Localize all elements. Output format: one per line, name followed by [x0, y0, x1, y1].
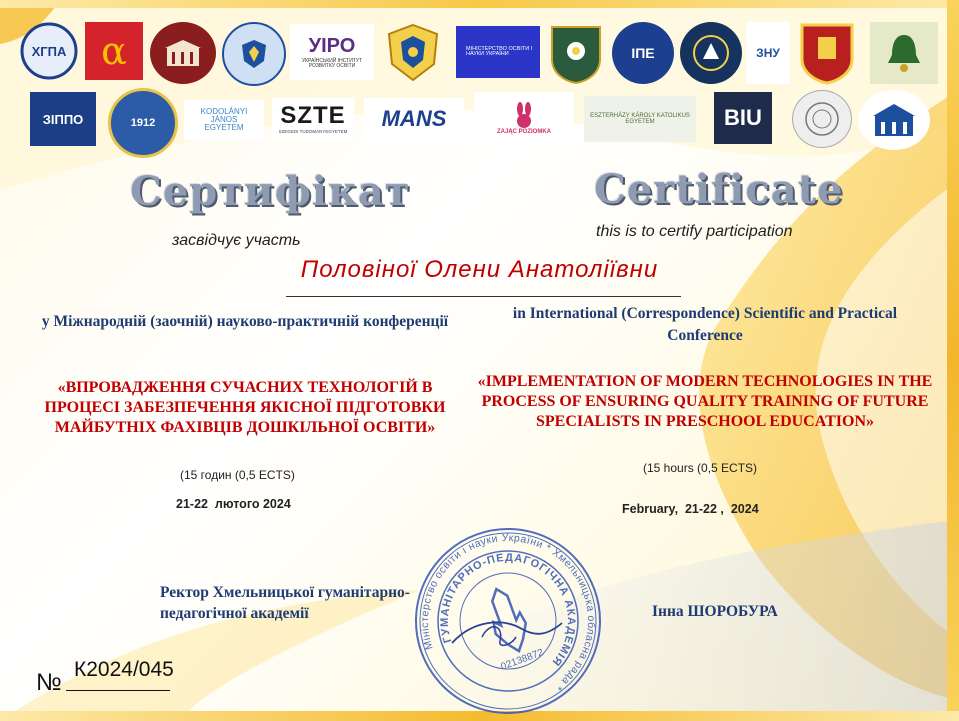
date-en: February, 21-22 , 2024	[622, 502, 759, 516]
frame-top	[0, 0, 959, 8]
logo-kodolanyi-label: KODOLÁNYI JÁNOS EGYETEM	[200, 107, 248, 132]
number-underline	[66, 690, 170, 691]
stamp-outer-text: Міністерство освіти і науки України * Хмельницька обласна рада *	[418, 531, 598, 694]
rector-title: Ректор Хмельницької гуманітарно-педагогічної академії	[160, 584, 410, 622]
official-stamp	[412, 525, 604, 717]
certificate-number: К2024/045	[74, 658, 174, 681]
logo-zajac	[474, 92, 574, 144]
conference-en: in International (Correspondence) Scientific and Practical Conference	[512, 305, 898, 344]
logo-green-bell	[870, 22, 938, 84]
logo-eszterhazy-label: ESZTERHÁZY KÁROLY KATOLIKUS EGYETEM	[590, 113, 690, 125]
logo-uipro-caption: УКРАЇНСЬКИЙ ІНСТИТУТ РОЗВИТКУ ОСВІТИ	[301, 57, 363, 69]
subtitle-ua: засвідчує участь	[172, 232, 301, 249]
logo-1912	[108, 88, 178, 158]
topic-ua: «ВПРОВАДЖЕННЯ СУЧАСНИХ ТЕХНОЛОГІЙ В ПРОЦЕСІ ЗАБЕЗПЕЧЕННЯ ЯКІСНОЇ ПІДГОТОВКИ МАЙБУТНІХ ФАХІВЦІВ ДОШКІЛЬНОЇ ОСВІТИ»	[44, 379, 446, 436]
logo-znu-label: ЗНУ	[756, 46, 780, 60]
logo-national-university	[680, 22, 742, 84]
logo-biu	[714, 92, 772, 144]
stamp-inner-text: ГУМАНІТАРНО-ПЕДАГОГІЧНА АКАДЕМІЯ	[438, 551, 578, 669]
date-ua: 21-22 лютого 2024	[176, 497, 291, 511]
logo-blue-crest	[222, 22, 286, 86]
logo-iie	[612, 22, 674, 84]
logo-zippo-label: ЗІППО	[42, 111, 84, 127]
logo-khgpa	[20, 22, 78, 80]
logo-1912-label: 1912	[130, 116, 156, 129]
stamp-code: 02138872	[499, 647, 545, 673]
logo-iie-label: ІПЕ	[631, 45, 655, 61]
signer-name: Інна ШОРОБУРА	[652, 603, 778, 620]
name-underline	[286, 296, 681, 297]
logo-zajac-label: ZAJĄC POZIOMKA	[497, 129, 551, 135]
number-sign: №	[36, 669, 62, 696]
logo-mans	[364, 98, 464, 140]
logo-zippo	[30, 92, 96, 146]
conference-ua: у Міжнародній (заочній) науково-практичній конференції	[41, 313, 449, 330]
logo-alpha	[85, 22, 143, 80]
subtitle-en: this is to certify participation	[596, 223, 793, 240]
logo-uipro	[290, 24, 374, 80]
logo-university-building	[150, 22, 216, 84]
hours-en: (15 hours (0,5 ECTS)	[643, 461, 758, 475]
logo-znu	[746, 22, 790, 84]
hours-ua: (15 годин (0,5 ECTS)	[180, 468, 295, 482]
title-ua: Сертифікат	[130, 168, 411, 215]
logo-mans-label: MANS	[381, 106, 447, 131]
logo-szte-label: SZTE	[280, 101, 346, 129]
topic-en: «IMPLEMENTATION OF MODERN TECHNOLOGIES IN THE PROCESS OF ENSURING QUALITY TRAINING OF FUTURE SPECIALISTS IN PRESCHOOL EDUCATION»	[477, 373, 933, 430]
logo-szte-caption: SZEGEDI TUDOMÁNYEGYETEM	[278, 128, 348, 134]
logo-eszterhazy	[584, 96, 696, 142]
logo-academy-building	[858, 90, 930, 150]
logo-biu-label: BIU	[724, 105, 762, 130]
frame-right	[947, 0, 959, 721]
logo-regional-coat	[378, 20, 448, 86]
logo-uipro-label: УІРО	[308, 34, 356, 57]
title-en: Certificate	[594, 166, 844, 213]
logo-grey-seal	[792, 90, 852, 148]
logo-ministry-education	[456, 26, 540, 78]
logo-alpha-label: α	[101, 29, 127, 73]
logo-kodolanyi	[184, 100, 264, 140]
logo-ministry-label: МІНІСТЕРСТВО ОСВІТИ І НАУКИ УКРАЇНИ	[466, 45, 533, 57]
logo-red-shield	[794, 20, 860, 86]
logo-szte	[272, 98, 354, 140]
logo-khgpa-label: ХГПА	[31, 44, 67, 59]
logo-flower-shield	[546, 22, 606, 86]
participant-name: Половіної Олени Анатоліївни	[300, 256, 659, 283]
